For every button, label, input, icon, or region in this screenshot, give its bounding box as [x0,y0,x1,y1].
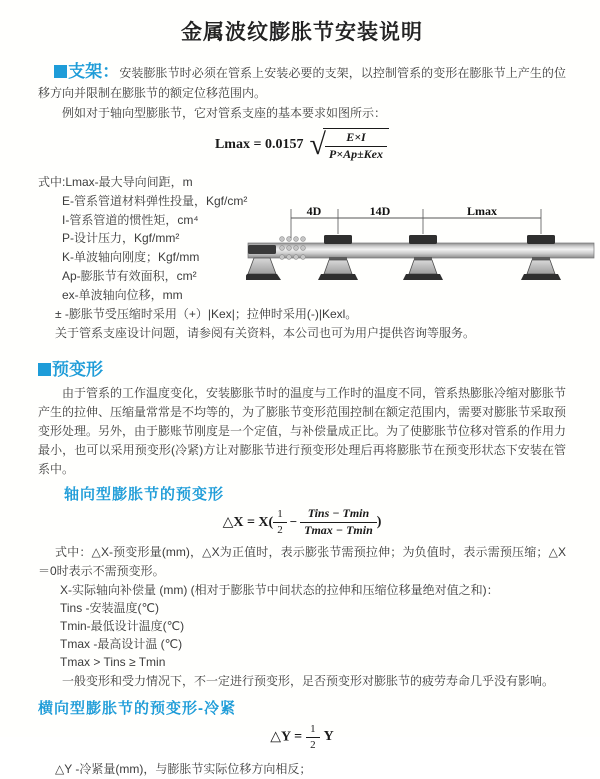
section-square-icon [54,65,67,78]
lmax-formula-lhs: Lmax = 0.0157 [214,137,304,152]
support-consult-line: 关于管系支座设计问题，请参阅有关资料，本公司也可为用户提供咨询等服务。 [55,326,476,340]
sqrt-radical [309,128,389,162]
tmin-line: Tmin-最低设计温度(℃) [60,619,185,633]
lateral-formula-rhs: Y [323,729,334,745]
definition-line: 式中:Lmax-最大导向间距，m [38,175,193,189]
definition-line: ex-单波轴向位移，mm [62,287,183,302]
dim-label-4d: 4D [306,205,322,218]
dim-label-lmax: Lmax [467,205,497,218]
plusminus-note-line: ± -膨胀节受压缩时采用（+）|Kex|；拉伸时采用(-)|Kexl。 [55,307,358,321]
dimension-lines [291,209,541,238]
axial-formula-denominator: Tmax − Tmin [304,522,373,537]
dim-label-14d: 14D [369,205,391,218]
support-intro-paragraph [38,62,566,103]
lateral-formula [38,723,566,751]
dimension-labels [307,205,497,218]
axial-subheading: 轴向型膨胀节的预变形 [64,486,225,503]
lateral-half-numerator: 1 [306,723,320,738]
definition-line: E-管系管道材料弹性投量，Kgf/cm² [62,193,248,208]
lateral-half-denominator: 2 [310,738,316,751]
general-note-line: 一般变形和受力情况下，不一定进行预变形，足否预变形对膨胀节的疲劳寿命几乎没有影响。 [62,674,555,688]
anchor-support [246,245,281,280]
support-section-heading: 支架： [68,62,120,81]
section-square-icon [38,363,51,376]
lmax-formula-numerator: E×I [325,131,387,147]
definition-line: I-管系管道的惯性矩，cm⁴ [62,212,199,227]
definition-line: K-单波轴向刚度；Kgf/mm [62,250,200,265]
definitions-and-diagram [38,173,566,305]
half-denominator: 2 [277,523,283,536]
x-definition-line: X-实际轴向补偿量 (mm) (相对于膨胀节中间状态的拉伸和压缩位移量绝对值之和)： [60,583,499,597]
lmax-formula-denominator: P×Ap±Kex [328,147,384,161]
temperature-inequality-line: Tmax > Tins ≥ Tmin [60,655,166,669]
minus-operator: − [289,514,298,530]
pipe-support-diagram [246,205,598,301]
lateral-formula-lhs: △Y = [270,729,303,745]
axial-formula-lhs: △X = X( [222,514,274,530]
page-title: 金属波纹膨胀节安装说明 [181,21,423,44]
predeform-body-paragraph: 由于管系的工作温度变化，安装膨胀节时的温度与工作时的温度不同，管系热膨胀冷缩对膨胀节产生的拉伸、压缩量常常是不均等的，为了膨胀节变形范围控制在额定范围内，需要对膨胀节采取预变形处理。另外，由于膨账节刚度是一个定值，与补偿量成正比。为了使膨胀节位移对管系的作用力最小，也可以采用预变形(冷紧)方让对膨胀节进行预变形处理后再将膨胀节在预变形状态下安装在管系中。 [38,386,567,476]
tmax-line: Tmax -最高设计温 (℃) [60,637,183,651]
axial-formula [38,507,566,541]
axial-formula-numerator: Tins − Tmin [300,507,377,523]
predeform-section-heading: 预变形 [52,360,103,379]
lmax-formula [38,128,566,170]
lateral-subheading: 横向型膨胀节的预变形-冷紧 [38,700,236,717]
radical-sign-icon: √ [309,128,326,161]
support-example-line: 例如对于轴向型膨胀节，它对管系支座的基本要求如图所示： [62,106,387,120]
axial-explain-paragraph: 式中：△X-预变形量(mm)，△X为正值时，表示膨张节需预拉伸；为负值时，表示需预压缩；△X＝0时表示不需预变形。 [38,545,566,578]
predeform-section-heading-row [38,355,566,380]
pipe [248,243,594,258]
definition-line: Ap-膨胀节有效面积，cm² [62,268,197,283]
definition-line: P-设计压力，Kgf/mm² [62,231,180,246]
half-numerator: 1 [273,508,287,523]
tins-line: Tins -安装温度(℃) [60,601,160,615]
axial-formula-close-paren: ) [376,514,382,530]
support-intro-text: 安装膨胀节时必须在管系上安装必要的支架，以控制管系的变形在膨胀节上产生的位移方向并限制在膨胀节的额定位移范围内。 [38,66,567,100]
lateral-note-line: △Y -冷紧量(mm)，与膨胀节实际位移方向相反； [55,762,312,776]
